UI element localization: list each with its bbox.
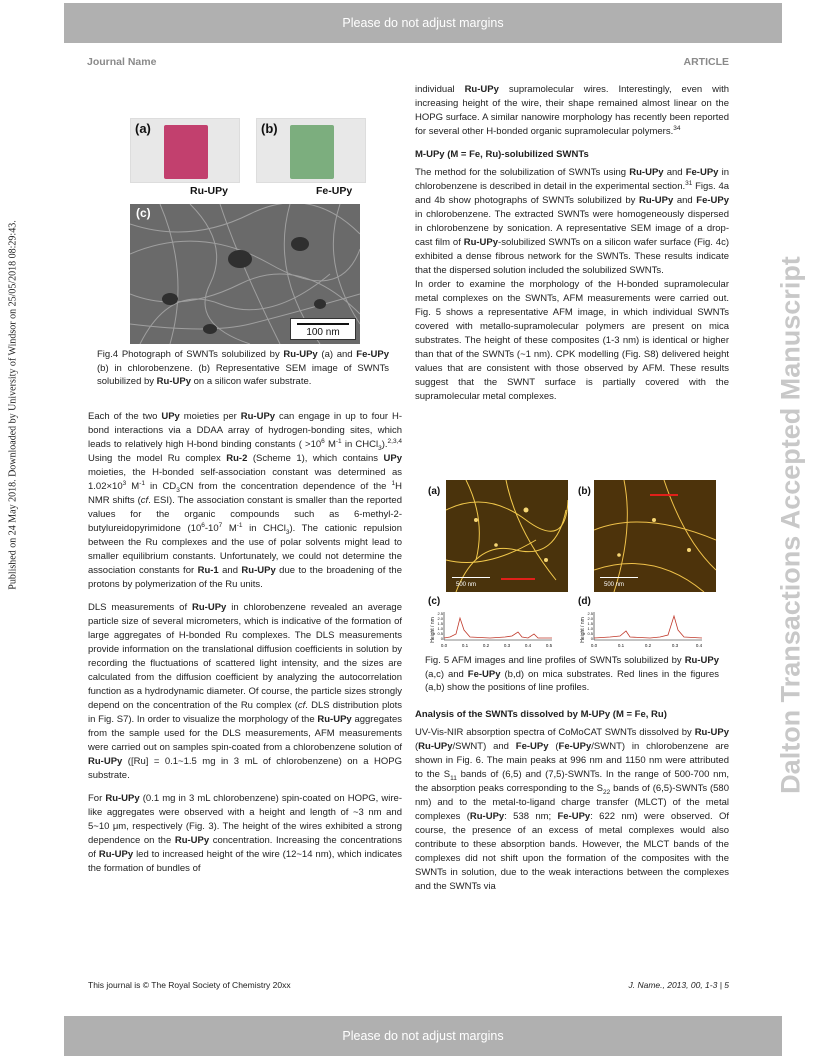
scale-label-b: 500 nm <box>604 582 625 588</box>
publication-note <box>3 165 23 645</box>
profile-c-ytick: 0 <box>440 636 443 641</box>
profile-d-xtick: 0.2 <box>644 643 652 648</box>
profile-c-xtick: 0.0 <box>440 643 448 648</box>
panel-label-a: (a) <box>135 121 151 136</box>
scale-bar-label: 100 nm <box>306 327 340 338</box>
profile-d-curve <box>594 616 702 638</box>
ru-solution <box>164 125 208 179</box>
scale-bar-b <box>600 577 638 579</box>
afm-fe-wires <box>594 480 716 592</box>
paragraph: In order to examine the morphology of the H-bonded supramolecular metal complexes on the SWNTs, AFM measurements were carried out. Fig. 5 shows a representative AFM image, in which individual SWNTs covered with metallo-supramolecular polymers are present on mica substrates. The height of these composites (1-3 nm) is identical or higher than that of the SWNTs (~1 nm). CPK modelling (Fig. S8) delivered height values that are consistent with those observed by AFM. These results suggest that the SWNT surface is partially covered with the supramolecular metal complexes. <box>415 279 729 402</box>
profile-c-curve <box>444 618 552 638</box>
section-heading: M-UPy (M = Fe, Ru)-solubilized SWNTs <box>415 149 589 160</box>
figure-4 <box>130 118 360 344</box>
top-margin-banner: Please do not adjust margins <box>64 3 782 43</box>
profile-d-ytick: 2.5 <box>587 611 593 616</box>
profile-d-ytick: 1.5 <box>587 621 593 626</box>
left-column-text <box>88 410 402 885</box>
footer-copyright: This journal is © The Royal Society of Chemistry 20xx <box>88 980 291 990</box>
profile-c-ytick: 1.0 <box>437 626 443 631</box>
paragraph: Each of the two UPy moieties per Ru-UPy can engage in up to four H-bond interactions via a DDAA array of hydrogen-bonding sites, which leads to relatively high H-bond binding constants ( $>10^6$ $M^{-1}$ in CHCl$_3$).$^{2,3,4}$ Using the model Ru complex Ru-2 (Scheme 1), which contains UPy moieties, the H-bonded self-association constant was determined as $1.02\times 10^3$ $M^{-1}$ in $CD_3CN$ from the concentration dependence of the $^1$H NMR shifts (cf. ESI). The association constant is smaller than the reported values for the organic compounds such as 6-methyl-2-butylureidopyrimidone ($10^6-10^7$ $M^{-1}$ in CHCl$_3$). The cationic repulsion between the Ru complexes and the use of polar solvents might lead to smaller equilibrium constants. Unfortunately, we could not determine the association constants for Ru-1 and Ru-UPy due to the broadening of the protons by polymerization of the Ru units. <box>88 411 403 590</box>
profile-c-xtick: 0.4 <box>524 643 532 648</box>
afm-ru-wires <box>446 480 568 592</box>
figure-5 <box>428 480 722 652</box>
vial-photo-ru <box>130 118 240 183</box>
profile-line-b <box>650 494 678 496</box>
fe-solution <box>290 125 334 179</box>
profile-c-xtick: 0.1 <box>461 643 469 648</box>
panel-label-c: (c) <box>428 596 441 607</box>
profile-c-ytick: 1.5 <box>437 621 443 626</box>
figure-5-caption: Fig. 5 AFM images and line profiles of SWNTs solubilized by Ru-UPy (a,c) and Fe-UPy (b,d) on mica substrates. Red lines in the figures (a,b) show the positions of line profiles. <box>425 655 719 693</box>
scale-bar-a <box>452 577 490 579</box>
publication-note-text: Published on 24 May 2018. Downloaded by University of Windsor on 25/05/2018 08:29:43. <box>7 220 19 590</box>
panel-label-c: (c) <box>136 206 151 220</box>
right-column-text <box>415 83 729 413</box>
panel-label-b: (b) <box>261 121 278 136</box>
article-label: ARTICLE <box>683 56 729 68</box>
paragraph: DLS measurements of Ru-UPy in chlorobenzene revealed an average particle size of several micrometers, which is indicative of the formation of large aggregates of H-bonded Ru complexes. The DLS measurements provide information on the translational diffusion coefficients in solution by recording the fluctuations of scattered light intensity, and the sizes are calculated from the diffusion coefficient by analyzing the autocorrelation function as a hydrodynamic diameter. Of course, the particle sizes strongly depend on the concentration of the Ru complex (cf. DLS distribution plots in Fig. S7). In order to visualize the morphology of the Ru-UPy aggregates from the sample used for the DLS measurements, AFM measurements were carried out on samples spin-coated from a chlorobenzene solution of Ru-UPy ([Ru] = 0.1~1.5 mg in 3 mL of chlorobenzene) on a HOPG substrate. <box>88 602 403 781</box>
profile-line-a <box>501 578 535 580</box>
vial-label-fe: Fe-UPy <box>316 185 353 197</box>
afm-image-ru <box>446 480 568 592</box>
footer-citation: J. Name., 2013, 00, 1-3 | 5 <box>628 980 729 990</box>
section-heading: Analysis of the SWNTs dissolved by M-UPy (M = Fe, Ru) <box>415 709 667 720</box>
profile-d-ytick: 0 <box>590 636 593 641</box>
profile-c-ytick: 0.5 <box>437 631 443 636</box>
paragraph: The method for the solubilization of SWNTs using Ru-UPy and Fe-UPy in chlorobenzene is described in detail in the experimental section.$^{31}$ Figs. 4a and 4b show photographs of SWNTs solubilized by Ru-UPy and Fe-UPy in chlorobenzene. The extracted SWNTs were homogeneously dispersed in chlorobenzene by sonication. A representative SEM image of a drop-cast film of Ru-UPy-solubilized SWNTs on a silicon wafer surface (Fig. 4c) exhibited a dense fibrous network for the SWNTs. These results indicate that the dispersed solution included the solubilized SWNTs. <box>415 167 730 276</box>
profile-d-ytick: 1.0 <box>587 626 593 631</box>
paragraph: individual Ru-UPy supramolecular wires. Interestingly, even with increasing height of the wire, their shape remained almost linear on the HOPG surface. A similar nanowire morphology has recently been reported for several other H-bonded organic supramolecular polymers.$^{34}$ <box>415 84 729 137</box>
afm-image-fe <box>594 480 716 592</box>
scale-bar <box>290 318 356 340</box>
figure-4-caption: Fig.4 Photograph of SWNTs solubilized by Ru-UPy (a) and Fe-UPy (b) in chlorobenzene. (b) Representative SEM image of SWNTs solubilized by Ru-UPy on a silicon wafer substrate. <box>97 349 389 387</box>
panel-label-b: (b) <box>578 486 591 497</box>
profile-c-ytick: 2.0 <box>437 616 443 621</box>
profile-c-xtick: 0.3 <box>503 643 511 648</box>
vial-photo-fe <box>256 118 366 183</box>
watermark-text: Dalton Transactions Accepted Manuscript <box>775 256 806 794</box>
sem-image <box>130 204 360 344</box>
profile-c-ytick: 2.5 <box>437 611 443 616</box>
paragraph: For Ru-UPy (0.1 mg in 3 mL chlorobenzene) spin-coated on HOPG, wire-like aggregates were observed with a height and length of ~3 nm and 5~10 μm, respectively (Fig. 3). The height of the wires exhibited a strong dependence on the Ru-UPy concentration. Increasing the concentrations of Ru-UPy led to increased height of the wire (12~14 nm), which indicates the formation of bundles of <box>88 793 403 874</box>
panel-label-a: (a) <box>428 486 441 497</box>
bottom-margin-banner: Please do not adjust margins <box>64 1016 782 1056</box>
journal-name: Journal Name <box>87 56 157 68</box>
paragraph: UV-Vis-NIR absorption spectra of CoMoCAT SWNTs dissolved by Ru-UPy (Ru-UPy/SWNT) and Fe-UPy (Fe-UPy/SWNT) in chlorobenzene are shown in Fig. 6. The main peaks at 996 nm and 1150 nm were attributed to the $S_{11}$ bands of (6,5) and (7,5)-SWNTs. In the range of 500-700 nm, the absorption peaks corresponding to the $S_{22}$ bands of (6,5)-SWNTs (580 nm) and to the metal-to-ligand charge transfer (MLCT) of the metal complexes (Ru-UPy: 538 nm; Fe-UPy: 622 nm) were observed. Of course, the presence of an excess of metal complexes would also contribute to these absorption bands. However, the MLCT bands of the complexes did not shift upon the formation of the composites with the SWNTs in solution, due to the weak interactions between the complexes and the SWNTs via <box>415 727 729 892</box>
profile-d-xtick: 0.0 <box>590 643 598 648</box>
profile-d-ytick: 2.0 <box>587 616 593 621</box>
profile-c-ylabel: Height / nm <box>430 617 436 643</box>
height-profile-d <box>580 610 704 650</box>
profile-d-ylabel: Height / nm <box>580 617 586 643</box>
panel-label-d: (d) <box>578 596 591 607</box>
profile-d-xtick: 0.3 <box>671 643 679 648</box>
manuscript-watermark <box>766 215 816 835</box>
profile-c-xtick: 0.5 <box>545 643 553 648</box>
scale-bar-line <box>297 323 349 325</box>
profile-d-xtick: 0.4 <box>695 643 703 648</box>
right-column-lower-text <box>415 704 729 903</box>
profile-d-ytick: 0.5 <box>587 631 593 636</box>
height-profile-c <box>430 610 554 650</box>
profile-c-xtick: 0.2 <box>482 643 490 648</box>
vial-label-ru: Ru-UPy <box>190 185 228 197</box>
scale-label-a: 500 nm <box>456 582 477 588</box>
profile-d-xtick: 0.1 <box>617 643 625 648</box>
